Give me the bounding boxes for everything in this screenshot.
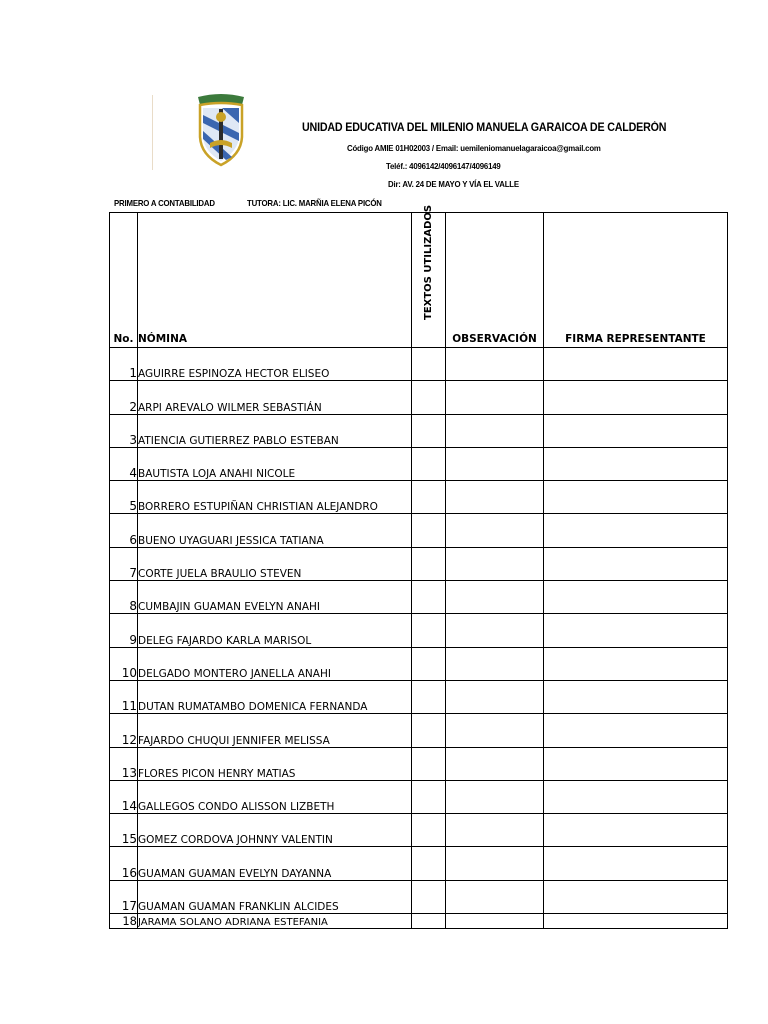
table-row — [110, 780, 728, 813]
row-observation-cell — [446, 381, 544, 414]
header-row — [110, 213, 728, 348]
row-signature-cell — [544, 747, 728, 780]
row-number: 7 — [110, 547, 138, 580]
table-row — [110, 614, 728, 647]
row-number: 16 — [110, 847, 138, 880]
tutor-label: TUTORA: LIC. MARÑIA ELENA PICÓN — [247, 198, 382, 208]
row-texts-cell — [412, 647, 446, 680]
row-number: 17 — [110, 880, 138, 913]
row-number: 14 — [110, 780, 138, 813]
row-signature-cell — [544, 680, 728, 713]
row-signature-cell — [544, 780, 728, 813]
row-texts-cell — [412, 381, 446, 414]
row-observation-cell — [446, 914, 544, 929]
row-name: DELGADO MONTERO JANELLA ANAHI — [138, 647, 412, 680]
institution-code-email: Código AMIE 01H02003 / Email: uemileniomanuelagaraicoa@gmail.com — [347, 143, 601, 153]
row-observation-cell — [446, 481, 544, 514]
row-signature-cell — [544, 514, 728, 547]
row-texts-cell — [412, 514, 446, 547]
row-texts-cell — [412, 614, 446, 647]
row-texts-cell — [412, 747, 446, 780]
table-row — [110, 680, 728, 713]
row-name: ATIENCIA GUTIERREZ PABLO ESTEBAN — [138, 414, 412, 447]
row-texts-cell — [412, 880, 446, 913]
row-observation-cell — [446, 747, 544, 780]
row-number: 6 — [110, 514, 138, 547]
institution-address: Dir: AV. 24 DE MAYO Y VÍA EL VALLE — [388, 179, 519, 189]
row-number: 8 — [110, 581, 138, 614]
row-name: BORRERO ESTUPIÑAN CHRISTIAN ALEJANDRO — [138, 481, 412, 514]
row-observation-cell — [446, 581, 544, 614]
row-observation-cell — [446, 447, 544, 480]
table-row — [110, 547, 728, 580]
row-observation-cell — [446, 880, 544, 913]
row-signature-cell — [544, 614, 728, 647]
row-observation-cell — [446, 514, 544, 547]
row-name: ARPI AREVALO WILMER SEBASTIÁN — [138, 381, 412, 414]
table-row — [110, 447, 728, 480]
header-no: No. — [110, 213, 138, 348]
row-texts-cell — [412, 847, 446, 880]
school-crest-icon — [192, 93, 250, 167]
row-number: 13 — [110, 747, 138, 780]
row-number: 9 — [110, 614, 138, 647]
row-signature-cell — [544, 647, 728, 680]
row-observation-cell — [446, 847, 544, 880]
table-row — [110, 880, 728, 913]
row-name: FLORES PICON HENRY MATIAS — [138, 747, 412, 780]
institution-name: UNIDAD EDUCATIVA DEL MILENIO MANUELA GARAICOA DE CALDERÓN — [302, 122, 667, 134]
header-signature: FIRMA REPRESENTANTE — [544, 213, 728, 348]
row-signature-cell — [544, 447, 728, 480]
table-row — [110, 714, 728, 747]
row-name: BAUTISTA LOJA ANAHI NICOLE — [138, 447, 412, 480]
row-signature-cell — [544, 914, 728, 929]
row-observation-cell — [446, 547, 544, 580]
row-observation-cell — [446, 647, 544, 680]
row-texts-cell — [412, 447, 446, 480]
row-name: DELEG FAJARDO KARLA MARISOL — [138, 614, 412, 647]
row-signature-cell — [544, 581, 728, 614]
row-name: DUTAN RUMATAMBO DOMENICA FERNANDA — [138, 680, 412, 713]
row-signature-cell — [544, 481, 728, 514]
table-row — [110, 647, 728, 680]
row-name: FAJARDO CHUQUI JENNIFER MELISSA — [138, 714, 412, 747]
row-texts-cell — [412, 780, 446, 813]
table-row — [110, 847, 728, 880]
row-name: GALLEGOS CONDO ALISSON LIZBETH — [138, 780, 412, 813]
row-number: 1 — [110, 348, 138, 381]
header-name: NÓMINA — [138, 213, 412, 348]
row-texts-cell — [412, 914, 446, 929]
row-texts-cell — [412, 814, 446, 847]
row-number: 4 — [110, 447, 138, 480]
row-observation-cell — [446, 814, 544, 847]
row-texts-cell — [412, 714, 446, 747]
row-signature-cell — [544, 381, 728, 414]
row-texts-cell — [412, 680, 446, 713]
row-observation-cell — [446, 680, 544, 713]
row-number: 5 — [110, 481, 138, 514]
row-number: 15 — [110, 814, 138, 847]
row-number: 18 — [110, 914, 138, 929]
row-number: 3 — [110, 414, 138, 447]
row-name: GUAMAN GUAMAN EVELYN DAYANNA — [138, 847, 412, 880]
row-name: GUAMAN GUAMAN FRANKLIN ALCIDES — [138, 880, 412, 913]
header-divider — [152, 95, 153, 170]
table-row — [110, 414, 728, 447]
row-number: 11 — [110, 680, 138, 713]
row-signature-cell — [544, 414, 728, 447]
row-signature-cell — [544, 714, 728, 747]
row-observation-cell — [446, 780, 544, 813]
course-label: PRIMERO A CONTABILIDAD — [114, 198, 215, 208]
row-number: 12 — [110, 714, 138, 747]
row-signature-cell — [544, 880, 728, 913]
row-texts-cell — [412, 414, 446, 447]
row-observation-cell — [446, 714, 544, 747]
row-texts-cell — [412, 547, 446, 580]
row-texts-cell — [412, 481, 446, 514]
row-observation-cell — [446, 614, 544, 647]
row-texts-cell — [412, 348, 446, 381]
row-signature-cell — [544, 847, 728, 880]
header-texts-label: TEXTOS UTILIZADOS — [423, 204, 434, 320]
row-observation-cell — [446, 414, 544, 447]
institution-phone: Teléf.: 4096142/4096147/4096149 — [386, 161, 501, 171]
row-name: CORTE JUELA BRAULIO STEVEN — [138, 547, 412, 580]
row-signature-cell — [544, 814, 728, 847]
row-name: JARAMA SOLANO ADRIANA ESTEFANIA — [138, 914, 412, 929]
table-row — [110, 581, 728, 614]
table-row — [110, 514, 728, 547]
table-row — [110, 814, 728, 847]
header-observation: OBSERVACIÓN — [446, 213, 544, 348]
table-row — [110, 747, 728, 780]
row-number: 10 — [110, 647, 138, 680]
row-texts-cell — [412, 581, 446, 614]
row-number: 2 — [110, 381, 138, 414]
row-signature-cell — [544, 348, 728, 381]
header-texts — [412, 204, 446, 348]
row-name: BUENO UYAGUARI JESSICA TATIANA — [138, 514, 412, 547]
row-name: CUMBAJIN GUAMAN EVELYN ANAHI — [138, 581, 412, 614]
table-row — [110, 381, 728, 414]
row-name: GOMEZ CORDOVA JOHNNY VALENTIN — [138, 814, 412, 847]
row-name: AGUIRRE ESPINOZA HECTOR ELISEO — [138, 348, 412, 381]
row-signature-cell — [544, 547, 728, 580]
table-row — [110, 914, 728, 929]
roster-table — [109, 204, 728, 929]
table-row — [110, 348, 728, 381]
table-row — [110, 481, 728, 514]
row-observation-cell — [446, 348, 544, 381]
